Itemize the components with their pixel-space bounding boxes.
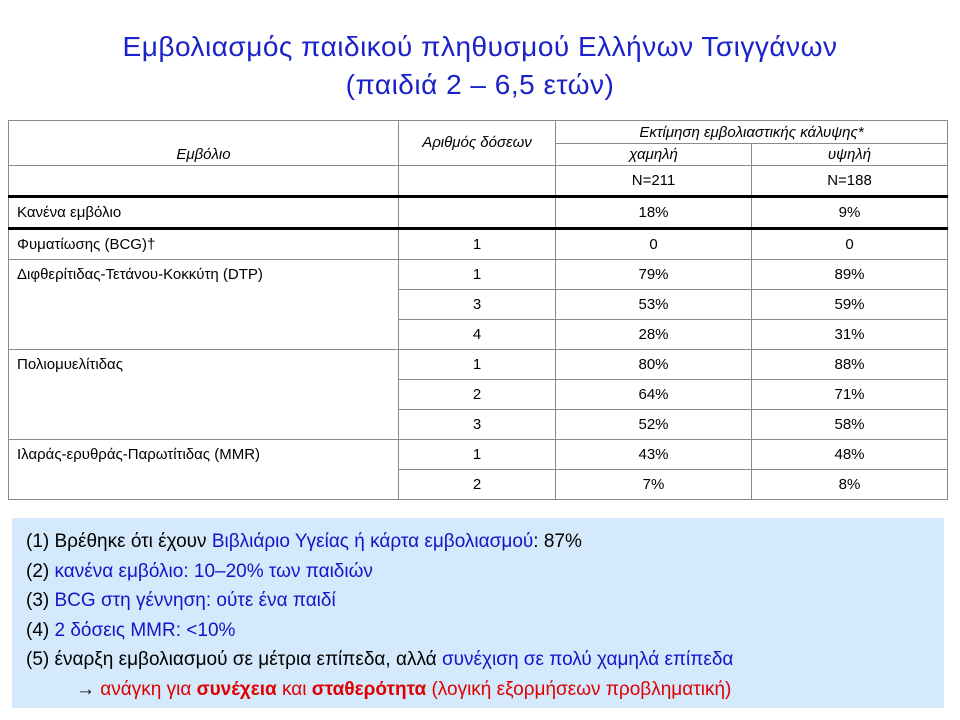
note-2-highlight: κανένα εμβόλιο: 10–20% των παιδιών	[54, 560, 373, 582]
table-row	[9, 350, 948, 380]
row-high: 0	[752, 229, 948, 260]
note-4-highlight: 2 δόσεις MMR: <10%	[54, 619, 236, 641]
header-n-low: N=211	[556, 166, 752, 197]
header-high: υψηλή	[752, 144, 948, 166]
row-low: 28%	[556, 320, 752, 350]
row-high: 8%	[752, 470, 948, 500]
title-line-2: (παιδιά 2 – 6,5 ετών)	[345, 69, 615, 100]
row-low: 79%	[556, 260, 752, 290]
table-row	[9, 380, 948, 410]
row-doses: 2	[399, 380, 556, 410]
row-low: 43%	[556, 440, 752, 470]
notes-box	[12, 518, 944, 708]
note-3	[26, 586, 944, 616]
row-doses: 4	[399, 320, 556, 350]
row-vaccine: Κανένα εμβόλιο	[9, 197, 399, 229]
table-row	[9, 260, 948, 290]
note-1-suffix: : 87%	[533, 531, 582, 552]
conclusion-bold-2: σταθερότητα	[311, 678, 427, 700]
note-1-prefix: (1) Βρέθηκε ότι έχουν	[26, 531, 212, 552]
row-vaccine	[9, 380, 399, 410]
header-low: χαμηλή	[556, 144, 752, 166]
note-4-prefix: (4)	[26, 619, 55, 641]
row-doses: 3	[399, 410, 556, 440]
row-doses: 2	[399, 470, 556, 500]
note-1-highlight: Βιβλιάριο Υγείας ή κάρτα εμβολιασμού	[211, 531, 534, 552]
note-5-prefix: (5) έναρξη εμβολιασμού σε μέτρια επίπεδα, αλλά	[26, 649, 442, 670]
conclusion-text-3: (λογική εξορμήσεων προβληματική)	[426, 678, 732, 700]
note-2-prefix: (2)	[26, 560, 55, 582]
row-vaccine	[9, 320, 399, 350]
header-row-n	[9, 166, 948, 197]
note-conclusion	[26, 675, 944, 705]
row-vaccine: Πολιομυελίτιδας	[9, 350, 399, 380]
row-high: 9%	[752, 197, 948, 229]
note-3-highlight: BCG στη γέννηση: ούτε ένα παιδί	[54, 590, 336, 611]
conclusion-bold-1: συνέχεια	[196, 678, 277, 700]
row-doses: 1	[399, 350, 556, 380]
row-high: 58%	[752, 410, 948, 440]
arrow-right-icon: →	[76, 678, 95, 700]
title-line-1: Εμβολιασμός παιδικού πληθυσμού Ελλήνων Τσιγγάνων	[122, 31, 838, 62]
table-row	[9, 470, 948, 500]
row-doses: 1	[399, 440, 556, 470]
note-2	[26, 557, 944, 587]
table-row	[9, 410, 948, 440]
row-low: 53%	[556, 290, 752, 320]
row-high: 59%	[752, 290, 948, 320]
header-empty-2	[399, 166, 556, 197]
header-vaccine-label: Εμβόλιο	[9, 144, 399, 166]
header-empty-1	[9, 166, 399, 197]
row-low: 7%	[556, 470, 752, 500]
conclusion-text-1: ανάγκη για	[95, 678, 197, 700]
row-vaccine	[9, 470, 399, 500]
row-vaccine: Ιλαράς-ερυθράς-Παρωτίτιδας (MMR)	[9, 440, 399, 470]
vaccination-table	[8, 120, 948, 500]
table-row	[9, 320, 948, 350]
slide-title	[0, 28, 960, 104]
row-vaccine: Φυματίωσης (BCG)†	[9, 229, 399, 260]
note-5-highlight: συνέχιση σε πολύ χαμηλά επίπεδα	[441, 649, 734, 670]
row-low: 64%	[556, 380, 752, 410]
table-row	[9, 197, 948, 229]
row-low: 52%	[556, 410, 752, 440]
row-doses: 1	[399, 229, 556, 260]
note-3-prefix: (3)	[26, 590, 55, 611]
row-high: 48%	[752, 440, 948, 470]
row-high: 71%	[752, 380, 948, 410]
header-doses: Αριθμός δόσεων	[399, 121, 556, 166]
row-low: 80%	[556, 350, 752, 380]
note-1	[26, 527, 944, 557]
header-row-1	[9, 121, 948, 144]
row-low: 18%	[556, 197, 752, 229]
row-low: 0	[556, 229, 752, 260]
header-n-high: N=188	[752, 166, 948, 197]
table-row	[9, 440, 948, 470]
row-vaccine	[9, 410, 399, 440]
table-row	[9, 229, 948, 260]
row-high: 89%	[752, 260, 948, 290]
header-vaccine	[9, 121, 399, 144]
row-vaccine	[9, 290, 399, 320]
row-high: 31%	[752, 320, 948, 350]
row-vaccine: Διφθερίτιδας-Τετάνου-Κοκκύτη (DTP)	[9, 260, 399, 290]
row-doses: 3	[399, 290, 556, 320]
row-doses	[399, 197, 556, 229]
conclusion-text-2: και	[276, 678, 312, 700]
row-high: 88%	[752, 350, 948, 380]
note-5	[26, 645, 944, 675]
note-4	[26, 616, 944, 646]
header-coverage: Εκτίμηση εμβολιαστικής κάλυψης*	[556, 121, 948, 144]
table-row	[9, 290, 948, 320]
row-doses: 1	[399, 260, 556, 290]
